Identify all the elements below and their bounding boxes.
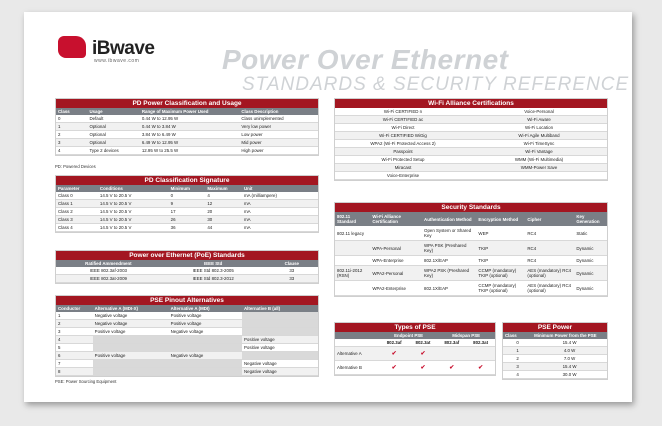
table-row [56,336,318,344]
cell: Passpoint [335,148,471,156]
cell: 3 [503,363,532,371]
pse-power-table [503,332,607,379]
wifi-cert-panel [334,98,608,181]
cell: 2 [503,355,532,363]
cell: 0 [503,339,532,347]
pd-signature-title: PD Classification Signature [56,176,318,185]
cell: 7.0 W [532,355,607,363]
table-row [56,208,318,216]
poe-standards-table [56,260,318,283]
cell [242,312,318,320]
cell: WPA2 PSK (Preshared Key) [422,266,476,281]
cell: 30 [205,216,242,224]
cell: 5 [56,344,93,352]
cell: IEEE 802.3at-2009 [56,275,161,283]
header-cell: Cipher [525,212,574,226]
cell: Positive voltage [169,312,242,320]
table-row [335,347,495,361]
cell: RC4 [525,226,574,241]
cell [242,320,318,328]
cell: 17 [169,208,206,216]
cell: 3 [56,139,87,147]
cell: Mid power [239,139,318,147]
table-row [335,164,607,172]
cell: Voice-Enterprise [335,172,471,180]
table-row [335,241,607,256]
cell: Alternative A [335,347,380,361]
check-icon [466,347,495,361]
cell [169,344,242,352]
cell: Wi-Fi Direct [335,124,471,132]
cell [93,336,169,344]
cell: 802.1X/EAP [422,281,476,296]
cell [335,281,370,296]
cell [169,360,242,368]
cell: 14.5 V to 20.5 V [98,200,169,208]
cell: WPA2-Enterprise [370,281,422,296]
cell: 15.4 W [532,363,607,371]
header-cell: IEEE Std [161,260,266,267]
cell: Positive voltage [242,344,318,352]
cell: TKIP [476,241,525,256]
cell: 6 [56,352,93,360]
header-cell: Conductor [56,305,93,312]
cell: Negative voltage [169,352,242,360]
cell: mA [242,208,318,216]
header-cell: Parameter [56,185,98,192]
table-row [335,172,607,180]
cell: 44 [205,224,242,232]
cell: Negative voltage [93,312,169,320]
cell: 802.3af [380,339,409,347]
cell: 1 [503,347,532,355]
cell: mA [242,200,318,208]
cell: 1 [56,123,87,131]
cell: 0.44 W to 3.84 W [140,123,240,131]
pse-power-title: PSE Power [503,323,607,332]
cell: 36 [169,224,206,232]
header-cell: Wi-Fi Alliance Certification [370,212,422,226]
cell [242,352,318,360]
check-icon: ✔ [380,361,409,375]
cell: 4 [205,192,242,200]
cell: IEEE 802.3af-2003 [56,267,161,275]
poe-standards-panel [55,250,319,284]
cell: 33 [266,275,318,283]
table-row [335,266,607,281]
poe-standards-title: Power over Ethernet (PoE) Standards [56,251,318,260]
cell: 802.11 legacy [335,226,370,241]
header-cell: Alternative A (MDI-X) [93,305,169,312]
cell: RC4 [525,241,574,256]
cell: Dynamic [574,266,607,281]
cell [370,226,422,241]
table-row [503,355,607,363]
check-icon [437,347,466,361]
cell: AES (mandatory) RC4 (optional) [525,281,574,296]
cell [471,172,607,180]
cell: Type 2 devices [87,147,139,155]
cell: Dynamic [574,281,607,296]
cell: Class 3 [56,216,98,224]
cell: High power [239,147,318,155]
cell [93,368,169,376]
cell: 0.44 W to 12.95 W [140,115,240,123]
cell: RC4 [525,256,574,266]
cell: Positive voltage [242,336,318,344]
cell: mA (milliampere) [242,192,318,200]
pse-types-title: Types of PSE [335,323,495,332]
cell: Alternative B [335,361,380,375]
cell [335,256,370,266]
cell: 6.49 W to 12.95 W [140,139,240,147]
pse-note: PSE: Power Sourcing Equipment [55,379,117,384]
cell: Class 4 [56,224,98,232]
cell: 802.3at [409,339,438,347]
table-row [335,281,607,296]
wifi-cert-table [335,108,607,180]
cell: 1 [56,312,93,320]
cell: 7 [56,360,93,368]
header-cell: Maximum [205,185,242,192]
pd-power-panel [55,98,319,156]
header-cell: Endpoint PSE [380,332,438,339]
cell: 3.84 W to 6.49 W [140,131,240,139]
cell: mA [242,216,318,224]
check-icon: ✔ [409,347,438,361]
header-cell: Clause [266,260,318,267]
security-panel [334,202,608,297]
cell: 0 [56,115,87,123]
cell: 4 [503,371,532,379]
table-row [56,344,318,352]
table-row [56,192,318,200]
table-row [503,371,607,379]
table-row [503,363,607,371]
header-cell: Authentication Method [422,212,476,226]
table-row [335,148,607,156]
header-cell: Alternative B (all) [242,305,318,312]
security-title: Security Standards [335,203,607,212]
cell: WMM-Power Save [471,164,607,172]
table-row [56,131,318,139]
cell: WPA PSK (Preshared Key) [422,241,476,256]
header-cell: Unit [242,185,318,192]
brand-name: iBwave [92,38,155,59]
cell: 2 [56,131,87,139]
cell [242,328,318,336]
header-cell: Class [56,108,87,115]
table-row [56,320,318,328]
header-cell: Class Description [239,108,318,115]
header-cell: Key Generation [574,212,607,226]
cell: 14.5 V to 20.5 V [98,192,169,200]
cell: Negative voltage [169,328,242,336]
table-row [335,156,607,164]
cell: Negative voltage [93,320,169,328]
cell: Negative voltage [242,368,318,376]
cell: Class 1 [56,200,98,208]
cell: Very low power [239,123,318,131]
cell: 802.3af [437,339,466,347]
cell: Wi-Fi CERTIFIED WiGig [335,132,471,140]
cell: mA [242,224,318,232]
cell: 802.3at [466,339,495,347]
cell: Optional [87,131,139,139]
cell: 26 [169,216,206,224]
table-row [56,224,318,232]
pse-pinout-panel [55,295,319,377]
cell: 3 [56,328,93,336]
cell: Class unimplemented [239,115,318,123]
table-row [56,200,318,208]
cell: 30.0 W [532,371,607,379]
header-cell: Midspan PSE [437,332,495,339]
cell: 4 [56,147,87,155]
cell: 9 [169,200,206,208]
cell: Wi-Fi Vantage [471,148,607,156]
cell: Class 0 [56,192,98,200]
table-row [335,226,607,241]
header-cell: Conditions [98,185,169,192]
cell: CCMP (mandatory) TKIP (optional) [476,281,525,296]
cell: CCMP (mandatory) TKIP (optional) [476,266,525,281]
cell: Optional [87,139,139,147]
cell: Wi-Fi TimeSync [471,140,607,148]
cell: 802.11i-2012 (RSN) [335,266,370,281]
pse-types-panel [334,322,496,376]
pd-power-title: PD Power Classification and Usage [56,99,318,108]
check-icon: ✔ [380,347,409,361]
cell: Dynamic [574,256,607,266]
table-row [56,275,318,283]
pse-pinout-table [56,305,318,376]
table-row [335,339,495,347]
table-row [335,124,607,132]
cell: 4 [56,336,93,344]
pd-signature-panel [55,175,319,233]
header-cell: 802.11 Standard [335,212,370,226]
table-row [56,216,318,224]
poster-title: Power Over Ethernet [222,44,509,75]
cell [335,241,370,256]
cell: WPA-Personal [370,241,422,256]
table-row [56,352,318,360]
cell: IEEE Std 802.3-2012 [161,275,266,283]
cell [93,344,169,352]
table-row [56,147,318,155]
cell: 2 [56,320,93,328]
table-row [56,368,318,376]
cell: 14.5 V to 20.5 V [98,224,169,232]
cell: Wi-Fi Aware [471,116,607,124]
pse-power-panel [502,322,608,380]
table-row [56,123,318,131]
cell: Wi-Fi CERTIFIED n [335,108,471,116]
check-icon: ✔ [437,361,466,375]
pse-types-table [335,332,495,375]
cell: Positive voltage [93,352,169,360]
table-row [56,312,318,320]
poster [24,12,632,402]
cell: Static [574,226,607,241]
cell: TKIP [476,256,525,266]
cell: 33 [266,267,318,275]
cell: Open System or Shared Key [422,226,476,241]
cell [169,336,242,344]
cell: 14.5 V to 20.5 V [98,216,169,224]
cell: AES (mandatory) RC4 (optional) [525,266,574,281]
table-row [335,132,607,140]
cell: Default [87,115,139,123]
cell: Negative voltage [242,360,318,368]
table-row [503,339,607,347]
table-row [335,108,607,116]
table-row [56,360,318,368]
cell: Wi-Fi Location [471,124,607,132]
table-row [335,361,495,375]
ibwave-logo-icon [58,36,86,58]
pd-signature-table [56,185,318,232]
cell: 4.0 W [532,347,607,355]
cell: Positive voltage [93,328,169,336]
cell: Voice-Personal [471,108,607,116]
table-row [335,140,607,148]
header-cell: Minimum [169,185,206,192]
cell: WPA-Enterprise [370,256,422,266]
security-table [335,212,607,296]
cell: Low power [239,131,318,139]
table-row [56,115,318,123]
header-cell: Ratified Ammendment [56,260,161,267]
cell: WPA2-Personal [370,266,422,281]
cell: 12 [205,200,242,208]
header-cell [335,332,380,339]
header-cell: Range of Maximum Power Used [140,108,240,115]
cell: WEP [476,226,525,241]
cell: Class 2 [56,208,98,216]
cell: 12.95 W to 25.5 W [140,147,240,155]
table-row [335,116,607,124]
cell: 0 [169,192,206,200]
check-icon: ✔ [466,361,495,375]
cell: WMM (Wi-Fi Multimedia) [471,156,607,164]
cell: 20 [205,208,242,216]
cell [335,339,380,347]
cell [93,360,169,368]
brand-url: www.ibwave.com [94,58,140,64]
cell: Miracast [335,164,471,172]
cell [169,368,242,376]
cell: WPA2 (Wi-Fi Protected Access 2) [335,140,471,148]
cell: 802.1X/EAP [422,256,476,266]
wifi-cert-title: Wi-Fi Alliance Certifications [335,99,607,108]
cell: Optional [87,123,139,131]
pse-pinout-title: PSE Pinout Alternatives [56,296,318,305]
table-row [56,267,318,275]
cell: Wi-Fi Agile Multiband [471,132,607,140]
cell: Positive voltage [169,320,242,328]
header-cell: Alternative A (MDI) [169,305,242,312]
table-row [56,328,318,336]
header-cell: Class [503,332,532,339]
cell: 15.4 W [532,339,607,347]
poster-subtitle: STANDARDS & SECURITY REFERENCE [242,74,630,95]
cell: Wi-Fi Protected Setup [335,156,471,164]
header-cell: Encryption Method [476,212,525,226]
pd-power-table [56,108,318,155]
cell: 8 [56,368,93,376]
pd-note: PD: Powered Devices [55,164,96,169]
cell: IEEE Std 802.3-2005 [161,267,266,275]
cell: Dynamic [574,241,607,256]
table-row [56,139,318,147]
cell: Wi-Fi CERTIFIED ac [335,116,471,124]
header-cell: Usage [87,108,139,115]
table-row [503,347,607,355]
table-row [335,256,607,266]
header-cell: Minimum Power from the PSE [532,332,607,339]
cell: 14.5 V to 20.5 V [98,208,169,216]
check-icon: ✔ [409,361,438,375]
